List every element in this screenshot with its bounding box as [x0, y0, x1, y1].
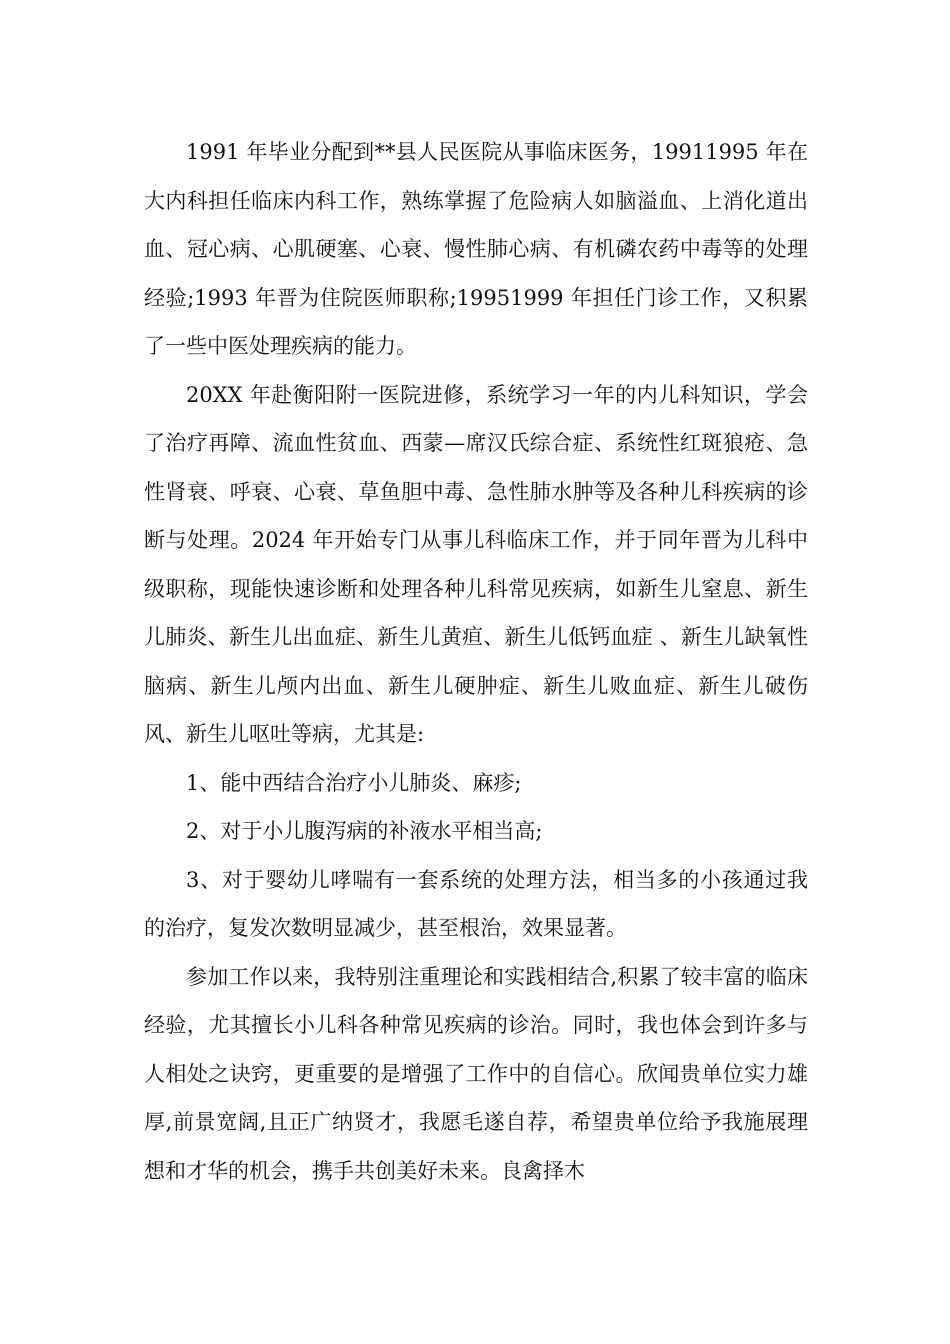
list-item-pneumonia-measles: 1、能中西结合治疗小儿肺炎、麻疹;	[186, 770, 522, 795]
paragraph-education-internal-medicine: 1991 年毕业分配到**县人民医院从事临床医务，19911995 年在大内科担任临床内科工作，熟练掌握了危险病人如脑溢血、上消化道出血、冠心病、心肌硬塞、心衰、慢性肺心病、有机磷农药中毒等的处理经验;1993 年晋为住院医师职称;19951999 年担任门诊工作，又积累了一些中医处理疾病的能力。	[144, 140, 808, 358]
list-item-asthma-treatment: 3、对于婴幼儿哮喘有一套系统的处理方法，相当多的小孩通过我的治疗，复发次数明显减少，甚至根治，效果显著。	[144, 867, 808, 940]
list-item-diarrhea-fluid-therapy: 2、对于小儿腹泻病的补液水平相当高;	[186, 819, 543, 843]
paragraph-training-pediatrics: 20XX 年赴衡阳附一医院进修，系统学习一年的内儿科知识，学会了治疗再障、流血性贫血、西蒙—席汉氏综合症、系统性红斑狼疮、急性肾衰、呼衰、心衰、草鱼胆中毒、急性肺水肿等及各种儿科疾病的诊断与处理。2024 年开始专门从事儿科临床工作，并于同年晋为儿科中级职称，现能快速诊断和处理各种儿科常见疾病，如新生儿窒息、新生儿肺炎、新生儿出血症、新生儿黄疸、新生儿低钙血症 、新生儿缺氧性脑病、新生儿颅内出血、新生儿硬肿症、新生儿败血症、新生儿破伤风、新生儿呕吐等病，尤其是:	[144, 382, 808, 746]
document-body	[144, 128, 808, 1195]
paragraph-self-recommendation: 参加工作以来，我特别注重理论和实践相结合,积累了较丰富的临床经验，尤其擅长小儿科各种常见疾病的诊治。同时，我也体会到许多与人相处之诀窍，更重要的是增强了工作中的自信心。欣闻贵单位实力雄厚,前景宽阔,且正广纳贤才，我愿毛遂自荐，希望贵单位给予我施展理想和才华的机会，携手共创美好未来。良禽择木	[144, 964, 808, 1183]
